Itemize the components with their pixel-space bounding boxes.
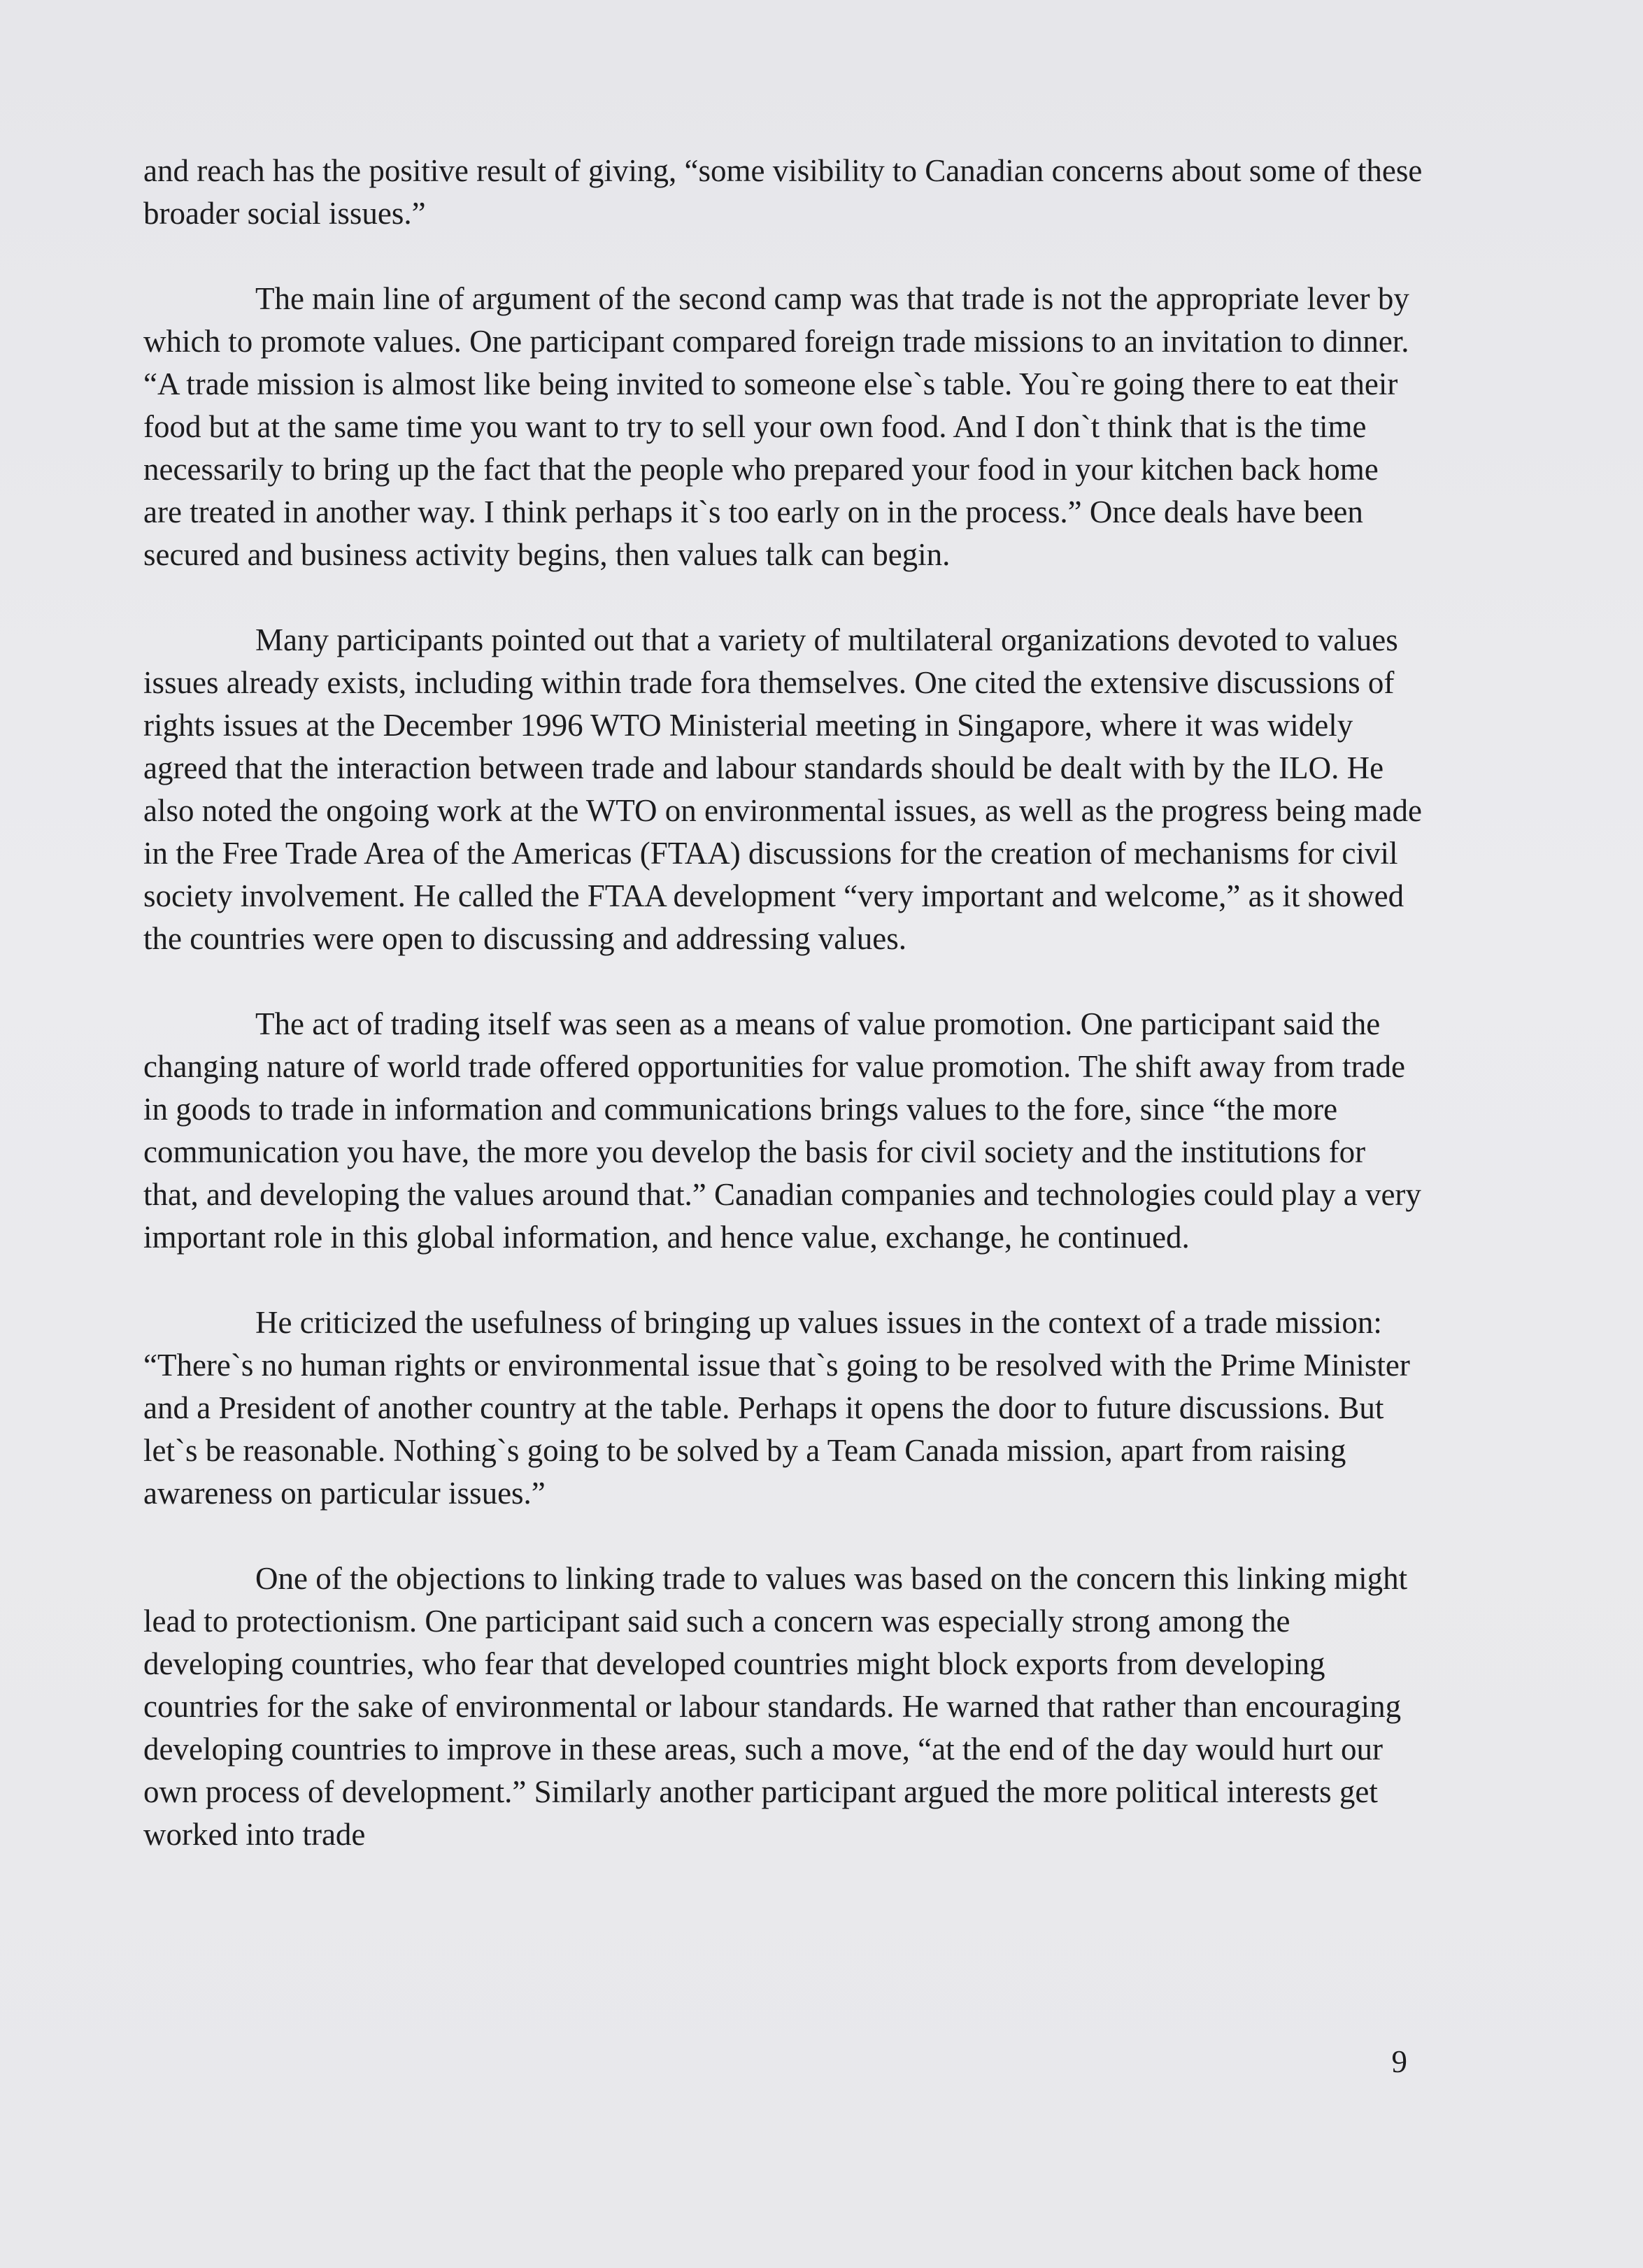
- paragraph-trade-mission-criticism: He criticized the usefulness of bringing up values issues in the context of a trade mission: “There`s no human rights or environmental issue that`s going to be resolved with the Prime Minister and a President of another country at the table. Perhaps it opens the door to future discussions. But let`s be reasonable. Nothing`s going to be solved by a Team Canada mission, apart from raising awareness on particular issues.”: [143, 1305, 1410, 1511]
- paragraph-second-camp: The main line of argument of the second camp was that trade is not the appropriate lever by which to promote values. One participant compared foreign trade missions to an invitation to dinner. “A trade mission is almost like being invited to someone else`s table. You`re going there to eat their food but at the same time you want to try to sell your own food. And I don`t think that is the time necessarily to bring up the fact that the people who prepared your food in your kitchen back home are treated in another way. I think perhaps it`s too early on in the process.” Once deals have been secured and business activity begins, then values talk can begin.: [143, 281, 1409, 572]
- body-text: [143, 150, 1423, 1856]
- paragraph-multilateral-organizations: Many participants pointed out that a variety of multilateral organizations devoted to values issues already exists, including within trade fora themselves. One cited the extensive discussions of rights issues at the December 1996 WTO Ministerial meeting in Singapore, where it was widely agreed that the interaction between trade and labour standards should be dealt with by the ILO. He also noted the ongoing work at the WTO on environmental issues, as well as the progress being made in the Free Trade Area of the Americas (FTAA) discussions for the creation of mechanisms for civil society involvement. He called the FTAA development “very important and welcome,” as it showed the countries were open to discussing and addressing values.: [143, 622, 1422, 956]
- paragraph-continued: and reach has the positive result of giving, “some visibility to Canadian concerns about some of these broader social issues.”: [143, 153, 1423, 231]
- paragraph-act-of-trading: The act of trading itself was seen as a means of value promotion. One participant said the changing nature of world trade offered opportunities for value promotion. The shift away from trade in goods to trade in information and communications brings values to the fore, since “the more communication you have, the more you develop the basis for civil society and the institutions for that, and developing the values around that.” Canadian companies and technologies could play a very important role in this global information, and hence value, exchange, he continued.: [143, 1006, 1421, 1255]
- page-number: 9: [1391, 2044, 1407, 2079]
- paragraph-protectionism: One of the objections to linking trade to values was based on the concern this linking might lead to protectionism. One participant said such a concern was especially strong among the developing countries, who fear that developed countries might block exports from developing countries for the sake of environmental or labour standards. He warned that rather than encouraging developing countries to improve in these areas, such a move, “at the end of the day would hurt our own process of development.” Similarly another participant argued the more political interests get worked into trade: [143, 1561, 1408, 1852]
